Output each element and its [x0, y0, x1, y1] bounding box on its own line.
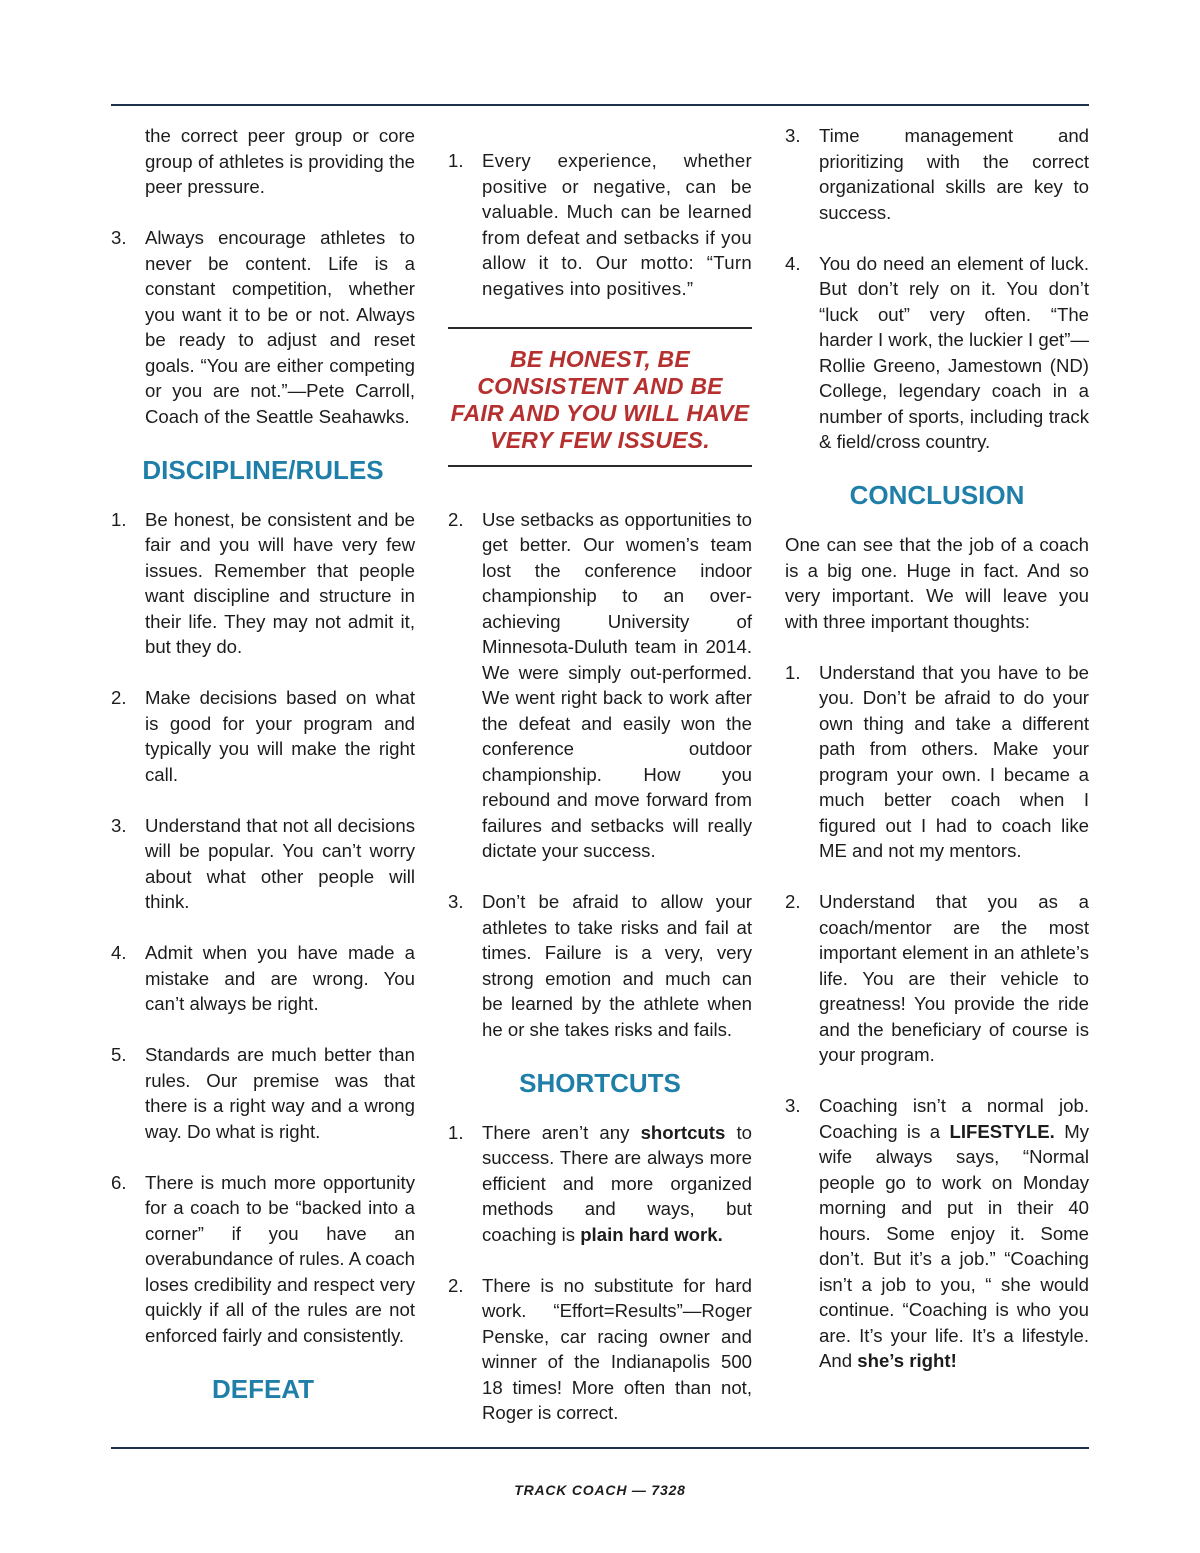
- shortcuts-heading: SHORTCUTS: [519, 1067, 681, 1098]
- list-number: 1.: [448, 1121, 464, 1143]
- list-number: 1.: [111, 508, 127, 530]
- bold-text: LIFESTYLE.: [949, 1120, 1055, 1142]
- list-item: [448, 1120, 752, 1248]
- column-1: [111, 123, 415, 1426]
- discipline-heading: DISCIPLINE/RULES: [142, 454, 384, 485]
- defeat-heading: DEFEAT: [211, 1373, 315, 1404]
- bold-text: she’s right!: [857, 1350, 957, 1371]
- list-number: 1.: [448, 150, 464, 171]
- list-item: [448, 148, 752, 301]
- list-number: 6.: [111, 1171, 127, 1193]
- list-text: There is much more opportunity for a coach to be “backed into a corner” if you have an overabundance of rules. A coach loses credibility and respect very quickly if all of the rules are not enforced fairly and consistently.: [145, 1171, 415, 1346]
- list-text: Don’t be afraid to allow your athletes to take risks and fail at times. Failure is a very, very strong emotion and much can be learned by the athlete when he or she takes risks and fails.: [482, 891, 752, 1040]
- list-text: [819, 1093, 1089, 1374]
- list-text: Make decisions based on what is good for your program and typically you will make the right call.: [145, 687, 415, 785]
- conclusion-intro: One can see that the job of a coach is a big one. Huge in fact. And so very important. We will leave you with three important thoughts:: [785, 534, 1089, 632]
- list-item: [785, 889, 1089, 1068]
- list-text: Understand that you have to be you. Don’t be afraid to do your own thing and take a different path from others. Make your program your own. I became a much better coach when I figured out I had to coach like ME and not my mentors.: [819, 661, 1089, 861]
- list-item: [111, 225, 415, 429]
- list-text: There is no substitute for hard work. “Effort=Results”—Roger Penske, car racing owner and winner of the Indianapolis 500 18 times! More often than not, Roger is correct.: [482, 1274, 752, 1423]
- pull-quote-bottom-rule: [448, 465, 752, 467]
- list-text: Standards are much better than rules. Our premise was that there is a right way and a wrong way. Do what is right.: [145, 1044, 415, 1142]
- list-item: [448, 1273, 752, 1426]
- list-text: You do need an element of luck. But don’t rely on it. You don’t “luck out” very often. “The harder I work, the luckier I get”—Rollie Greeno, Jamestown (ND) College, legendary coach in a number of sports, including track & field/cross country.: [819, 252, 1089, 452]
- list-number: 4.: [785, 252, 801, 274]
- pull-quote-box: [448, 327, 752, 467]
- bottom-rule: [111, 1447, 1089, 1449]
- list-item: [785, 660, 1089, 864]
- list-number: 3.: [785, 125, 801, 146]
- list-number: 2.: [448, 1274, 464, 1296]
- list-item: [111, 1170, 415, 1349]
- list-item: [448, 889, 752, 1042]
- bold-text: shortcuts: [640, 1121, 726, 1143]
- top-rule: [111, 104, 1089, 106]
- list-item: [785, 123, 1089, 225]
- list-item: [111, 685, 415, 787]
- list-number: 3.: [448, 891, 464, 912]
- list-text: Always encourage athletes to never be content. Life is a constant competition, whether you want it to be or not. Always be ready to adjust and reset goals. “You are either competing or you are not.”—Pete Carroll, Coach of the Seattle Seahawks.: [145, 227, 415, 427]
- list-number: 2.: [111, 687, 127, 708]
- list-item: [785, 1093, 1089, 1374]
- list-number: 3.: [785, 1095, 801, 1116]
- text-run: Coaching isn’t a normal job. Coaching is a: [819, 1095, 1089, 1142]
- list-text: Understand that you as a coach/mentor are the most important element in an athlete’s life. You are their vehicle to greatness! You provide the ride and the beneficiary of course is your program.: [819, 891, 1089, 1065]
- text-run: My wife always says, “Normal people go to work on Monday morning and put in their 40 hours. Some enjoy it. Some don’t. But it’s a job.” “Coaching isn’t a job to you, “ she would continue. “Coaching is who you are. It’s your life. It’s a lifestyle. And: [819, 1120, 1090, 1371]
- list-text: Be honest, be consistent and be fair and you will have very few issues. Remember that people want discipline and structure in their life. They may not admit it, but they do.: [145, 508, 415, 657]
- continued-paragraph: the correct peer group or core group of athletes is providing the peer pressure.: [145, 125, 415, 197]
- list-number: 5.: [111, 1044, 127, 1065]
- list-item: [111, 940, 415, 1017]
- list-item: [111, 507, 415, 660]
- list-text: Time management and prioritizing with the correct organizational skills are key to success.: [819, 125, 1089, 223]
- list-item: [785, 251, 1089, 455]
- list-number: 2.: [785, 891, 801, 912]
- list-text: Admit when you have made a mistake and are wrong. You can’t always be right.: [145, 942, 415, 1014]
- pull-quote: BE HONEST, BE CONSISTENT AND BE FAIR AND YOU WILL HAVE VERY FEW ISSUES.: [450, 345, 750, 453]
- list-text: Understand that not all decisions will be popular. You can’t worry about what other people will think.: [145, 814, 415, 912]
- list-number: 3.: [111, 814, 127, 836]
- list-item: [448, 507, 752, 864]
- column-3: [785, 123, 1089, 1399]
- bold-text: plain hard work.: [580, 1223, 723, 1245]
- list-text: [482, 1120, 752, 1248]
- list-item: [111, 1042, 415, 1144]
- text-run: There aren’t any: [482, 1121, 641, 1143]
- column-2: [448, 148, 752, 1451]
- page-footer: TRACK COACH — 7328: [514, 1482, 686, 1498]
- list-item: [111, 813, 415, 915]
- list-text: Use setbacks as opportunities to get better. Our women’s team lost the conference indoor championship to an over-achieving University of Minnesota-Duluth team in 2014. We were simply out-performed. We went right back to work after the defeat and easily won the conference outdoor championship. How you rebound and move forward from failures and setbacks will really dictate your success.: [482, 508, 752, 861]
- list-number: 3.: [111, 227, 127, 248]
- list-number: 2.: [448, 508, 464, 530]
- list-number: 1.: [785, 661, 801, 683]
- conclusion-heading: CONCLUSION: [849, 480, 1025, 510]
- list-number: 4.: [111, 942, 127, 963]
- discipline-list: [111, 507, 415, 1349]
- text-run: to success. There are always more efficient and more organized methods and ways, but coaching is: [482, 1121, 752, 1245]
- list-text: Every experience, whether positive or negative, can be valuable. Much can be learned from defeat and setbacks if you allow it to. Our motto: “Turn negatives into positives.”: [482, 150, 752, 299]
